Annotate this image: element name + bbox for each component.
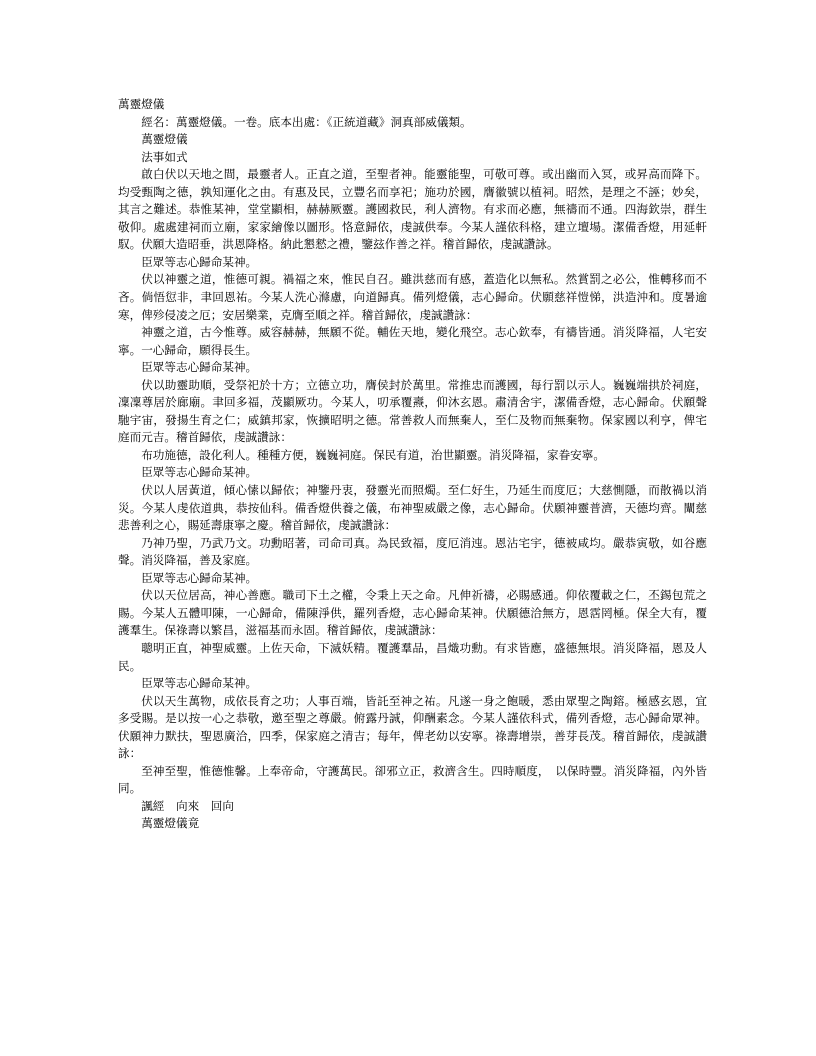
section-heading: 法事如式 bbox=[141, 149, 188, 164]
paragraph: 伏以助靈助順，受祭祀於十方；立德立功，膺侯封於萬里。常推忠而護國，每行罰以示人。巍巍端拱於祠庭，凜凜尊居於廊廟。聿回多福，茂顯厥功。今某人，叨承覆燾，仰沐玄恩。肅清舍宇，潔備香燈，志心歸命。伏願聲馳宇宙，發揚生育之仁；威鎮邦家，恢擴昭明之德。常善救人而無棄人，至仁及物而無棄物。保家國以利亨，俾宅庭而元吉。稽首歸依，虔誠讚詠： bbox=[118, 377, 707, 445]
document-title: 萬靈燈儀 bbox=[118, 97, 165, 111]
verse-stanza: 神靈之道，古今惟尊。威容赫赫，無願不從。輔佐天地，變化飛空。志心欽奉，有禱皆通。消災降福，人宅安寧。一心歸命，願得長生。 bbox=[118, 325, 707, 357]
paragraph: 伏以神靈之道，惟德可親。禍福之來，惟民自召。雖洪慈而有感，蓋造化以無私。然賞罰之必公，惟轉移而不吝。倘悟愆非，聿回恩祐。今某人洗心滌慮，向道歸真。備列燈儀，志心歸命。伏願慈祥愷悌，洪造沖和。度暑逾寒，俾殄侵凌之厄；安居樂業，克膺至順之祥。稽首歸依，虔誠讚詠： bbox=[118, 272, 707, 322]
refrain-line: 臣眾等志心歸命某神。 bbox=[141, 676, 258, 691]
verse-stanza: 布功施德，設化利人。種種方便，巍巍祠庭。保民有道，治世顯靈。消災降福，家眷安寧。 bbox=[141, 447, 605, 462]
verse-stanza: 乃神乃聖，乃武乃文。功勳昭著，司命司真。為民致福，度厄消迍。恩沾宅宇，德被咸均。嚴恭寅敬，如谷應聲。消災降福，善及家庭。 bbox=[118, 535, 707, 568]
paragraph: 伏以天生萬物，成依長育之功；人事百端，皆託至神之祐。凡遂一身之飽暖，悉由眾聖之陶鎔。極感玄恩，宜多受賜。是以按一心之恭敬，邀至聖之尊嚴。俯露丹誠，仰酬素念。今某人謹依科式，備列香燈，志心歸命眾神。伏願神力默扶，聖恩廣洽，四季，保家庭之清吉；每年，俾老幼以安寧。祿壽增崇，善芽長茂。稽首歸依，虔誠讚詠： bbox=[118, 693, 707, 761]
end-mark: 萬靈燈儀竟 bbox=[141, 816, 200, 831]
refrain-line: 臣眾等志心歸命某神。 bbox=[141, 360, 258, 375]
document-inner-title: 萬靈燈儀 bbox=[141, 132, 188, 147]
colophon-line: 諷經 向來 回向 bbox=[141, 798, 234, 813]
document-body bbox=[118, 96, 707, 833]
paragraph: 啟白伏以天地之間，最靈者人。正直之道，至聖者神。能靈能聖，可敬可尊。或出幽而入冥，或昇高而降下。均受甄陶之德，孰知運化之由。有惠及民，立豐名而享祀；施功於國，膺徽號以植祠。昭然，是理之不誣；妙矣，其言之難述。恭惟某神，堂堂顯相，赫赫厥靈。護國救民，利人濟物。有求而必應，無禱而不通。四海欽崇，群生敬仰。處處建祠而立廟，家家繪像以圖形。恪意歸依，虔誠供奉。今某人謹依科格，建立壇場。潔備香燈，用延軒馭。伏願大造昭垂，洪恩降格。納此懇憖之禮，鑒玆作善之祥。稽首歸依，虔誠讚詠。 bbox=[118, 167, 707, 252]
document-subtitle: 經名：萬靈燈儀。一卷。底本出處：《正統道藏》洞真部威儀類。 bbox=[141, 114, 472, 129]
paragraph: 伏以天位居高，神心善應。職司下土之權，令秉上天之命。凡伸祈禱，必賜感通。仰依覆載之仁，丕錫包荒之賜。今某人五體叩陳，一心歸命，備陳淨供，羅列香燈，志心歸命某神。伏願德洽無方，恩霑罔極。保全大有，覆護羣生。保祿壽以繁昌，滋福基而永固。稽首歸依，虔誠讚詠： bbox=[118, 588, 707, 638]
verse-stanza: 聰明正直，神聖威靈。上佐天命，下滅妖精。覆護羣品，昌熾功勳。有求皆應，盛德無垠。消災降福，恩及人民。 bbox=[118, 640, 707, 673]
paragraph: 伏以人居黃道，傾心愫以歸依；神鑒丹衷，發靈光而照燭。至仁好生，乃延生而度厄；大慈惻隱，而散禍以消災。今某人虔依道典，恭按仙科。備香燈供養之儀，布神聖威嚴之像，志心歸命。伏願神靈普濟，天德均齊。闡慈悲善利之心，賜延壽康寧之慶。稽首歸依，虔誠讚詠： bbox=[118, 483, 707, 533]
verse-stanza: 至神至聖，惟德惟馨。上奉帝命，守護萬民。卻邪立正，救濟含生。四時順度， 以保時豐。消災降福，內外皆同。 bbox=[118, 763, 707, 796]
refrain-line: 臣眾等志心歸命某神。 bbox=[141, 570, 258, 585]
refrain-line: 臣眾等志心歸命某神。 bbox=[141, 465, 258, 480]
refrain-line: 臣眾等志心歸命某神。 bbox=[141, 254, 258, 269]
